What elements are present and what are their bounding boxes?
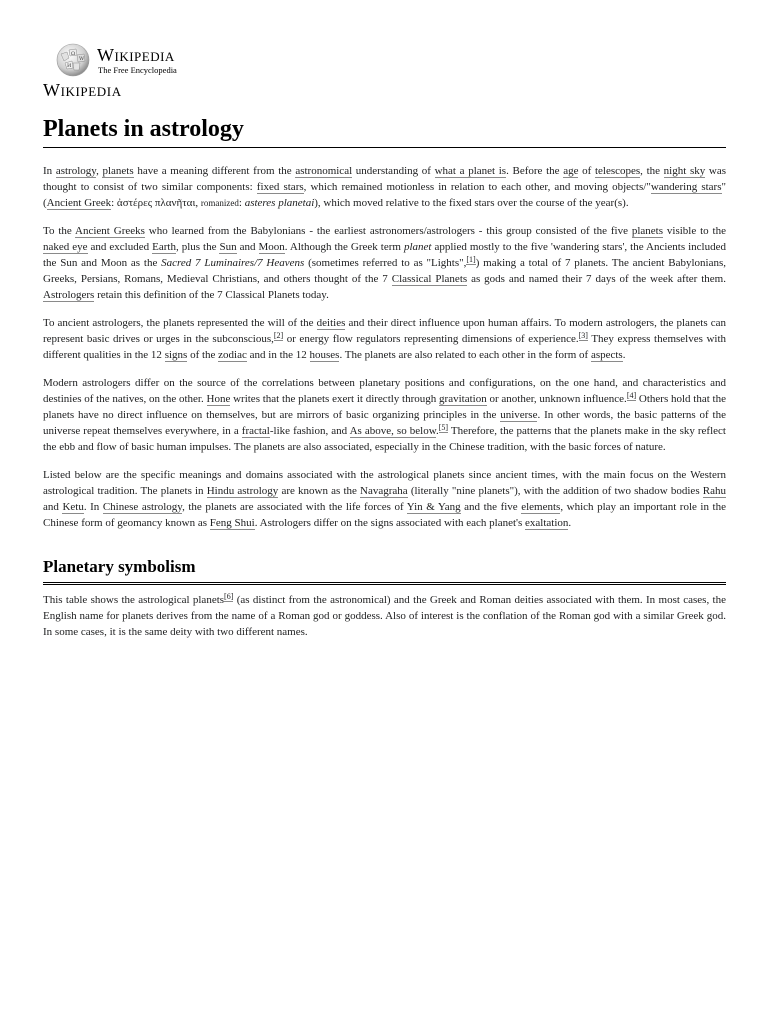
link-ancient-greek[interactable]: Ancient Greek (46, 197, 112, 209)
romanized-label: romanized (200, 198, 239, 208)
link-ketu[interactable]: Ketu (62, 501, 84, 513)
link-sun[interactable]: Sun (219, 241, 237, 253)
logo-tagline: The Free Encyclopedia (98, 64, 177, 75)
link-houses[interactable]: houses (309, 349, 340, 361)
section-heading-planetary-symbolism: Planetary symbolism (43, 555, 726, 585)
link-universe[interactable]: universe (500, 409, 538, 421)
reference-1[interactable]: [1] (466, 255, 476, 264)
link-planets[interactable]: planets (102, 165, 134, 177)
link-wandering-stars[interactable]: wandering stars (650, 181, 722, 193)
link-age[interactable]: age (563, 165, 579, 177)
reference-6[interactable]: [6] (224, 592, 234, 601)
logo-wordmark: Wikipedia (97, 44, 175, 65)
page-title: Planets in astrology (43, 114, 726, 148)
link-yin-yang[interactable]: Yin & Yang (406, 501, 461, 513)
paragraph-modern-astrologers: Modern astrologers differ on the source of the correlations between planetary positions and configurations, on the one hand, and characteristics and destinies of the natives, on the other. Hone writes that the planets exert it directly through gravitation or another, unknown influence.[4] Others hold that the planets have no direct influence on themselves, but are mirrors of basic organizing principles in the universe. In other words, the basic patterns of the universe repeat themselves everywhere, in a fractal-like fashion, and As above, so below.[5] Therefore, the patterns that the planets make in the sky reflect the ebb and flow of basic human impulses. The planets are also associated, especially in the Chinese tradition, with the basic forces of nature. (43, 377, 727, 453)
wikipedia-logo[interactable] (43, 40, 726, 80)
reference-2[interactable]: [2] (273, 331, 284, 340)
reference-4[interactable]: [4] (626, 391, 637, 400)
svg-text:W: W (79, 56, 85, 62)
site-wordmark: Wikipedia (43, 80, 122, 100)
link-astrologers[interactable]: Astrologers (43, 289, 95, 301)
link-telescopes[interactable]: telescopes (594, 165, 641, 177)
paragraph-listed-below: Listed below are the specific meanings and domains associated with the astrological planets since ancient times, with the main focus on the Western astrological tradition. The planets in Hindu astrology are known as the Navagraha (literally "nine planets"), with the addition of two shadow bodies Rahu and Ketu. In Chinese astrology, the planets are associated with the life forces of Yin & Yang and the five elements, which play an important role in the Chinese form of geomancy known as Feng Shui. Astrologers differ on the signs associated with each planet's exaltation. (43, 469, 726, 529)
link-classical-planets[interactable]: Classical Planets (391, 273, 468, 285)
reference-3[interactable]: [3] (578, 331, 588, 340)
link-fractal[interactable]: fractal (241, 425, 270, 437)
link-chinese-astrology[interactable]: Chinese astrology (102, 501, 183, 513)
link-astronomical[interactable]: astronomical (295, 165, 353, 177)
wikipedia-globe-icon (55, 42, 91, 78)
link-planets-2[interactable]: planets (631, 225, 664, 237)
link-gravitation[interactable]: gravitation (439, 393, 487, 405)
link-zodiac[interactable]: zodiac (218, 349, 247, 361)
article-page (43, 40, 726, 640)
link-astrology[interactable]: astrology (55, 165, 97, 177)
link-earth[interactable]: Earth (152, 241, 176, 253)
link-feng-shui[interactable]: Feng Shui (209, 517, 255, 529)
link-fixed-stars[interactable]: fixed stars (256, 181, 304, 193)
paragraph-ancient-astrologers: To ancient astrologers, the planets represented the will of the deities and their direct influence upon human affairs. To modern astrologers, the planets can represent basic drives or urges in the subconscious,[2] or energy flow regulators representing dimensions of experience.[3] They express themselves with different qualities in the 12 signs of the zodiac and in the 12 houses. The planets are also related to each other in the form of aspects. (43, 317, 727, 361)
svg-text:И: И (67, 63, 72, 69)
svg-text:Ω: Ω (71, 51, 76, 57)
link-hone[interactable]: Hone (206, 393, 231, 405)
link-as-above-so-below[interactable]: As above, so below (349, 425, 436, 437)
link-ancient-greeks[interactable]: Ancient Greeks (75, 225, 145, 237)
link-rahu[interactable]: Rahu (702, 485, 726, 497)
link-moon[interactable]: Moon (258, 241, 285, 253)
reference-5[interactable]: [5] (438, 423, 449, 432)
link-what-a-planet-is[interactable]: what a planet is (434, 165, 507, 177)
link-deities[interactable]: deities (316, 317, 346, 329)
link-aspects[interactable]: aspects (590, 349, 623, 361)
paragraph-ancient-greeks: To the Ancient Greeks who learned from the Babylonians - the earliest astronomers/astrologers - this group consisted of the five planets visible to the naked eye and excluded Earth, plus the Sun and Moon. Although the Greek term planet applied mostly to the five 'wandering stars', the Ancients included the Sun and Moon as the Sacred 7 Luminaires/7 Heavens (sometimes referred to as "Lights",[1]) making a total of 7 planets. The ancient Babylonians, Greeks, Persians, Romans, Medieval Christians, and others thought of the 7 Classical Planets as gods and named their 7 days of the week after them. Astrologers retain this definition of the 7 Classical Planets today. (43, 225, 726, 301)
link-night-sky[interactable]: night sky (663, 165, 706, 177)
paragraph-intro: In astrology, planets have a meaning different from the astronomical understanding of what a planet is. Before the age of telescopes, the night sky was thought to consist of two similar components: fixed stars, which remained motionless in relation to each other, and moving objects/"wandering stars" (Ancient Greek: ἀστέρες πλανῆται, romanized: asteres planetai), which moved relative to the fixed stars over the course of the year(s). (43, 165, 727, 209)
link-naked-eye[interactable]: naked eye (43, 241, 88, 253)
link-hindu-astrology[interactable]: Hindu astrology (206, 485, 279, 497)
link-signs[interactable]: signs (164, 349, 188, 361)
paragraph-planetary-symbolism: This table shows the astrological planets[6] (as distinct from the astronomical) and the Greek and Roman deities associated with them. In most cases, the English name for planets derives from the name of a Roman god or goddess. Also of interest is the conflation of the Roman god with a similar Greek god. In some cases, it is the same deity with two different names. (43, 592, 726, 638)
link-navagraha[interactable]: Navagraha (360, 485, 408, 497)
link-exaltation[interactable]: exaltation (525, 517, 569, 529)
link-elements[interactable]: elements (521, 501, 561, 513)
